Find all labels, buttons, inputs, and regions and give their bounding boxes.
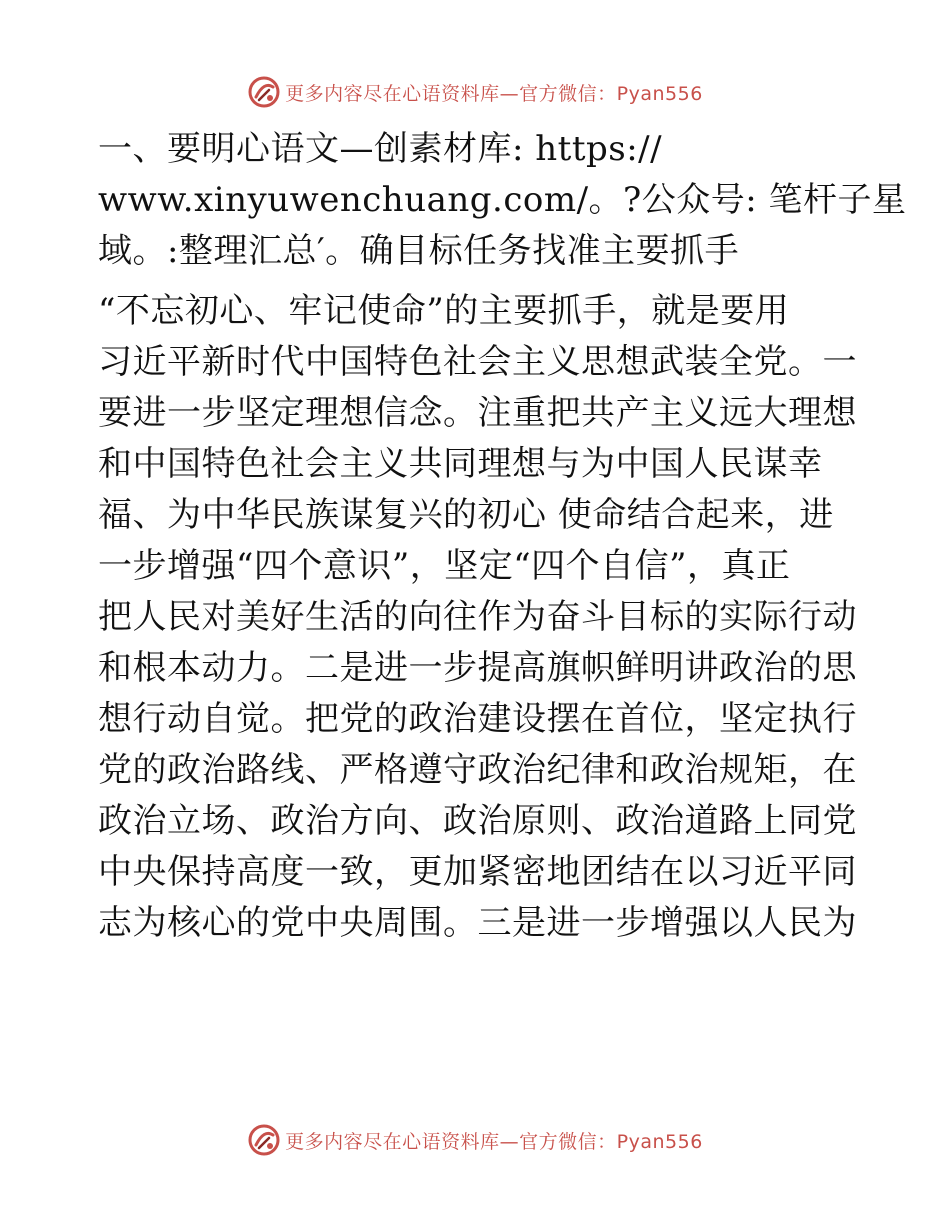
heading-line: www.xinyuwenchuang.com/。?公众号: 笔杆子星 xyxy=(98,180,907,220)
paragraph-line: 一步增强“四个意识”，坚定“四个自信”，真正 xyxy=(98,546,791,586)
paragraph-line: 福、为中华民族谋复兴的初心 使命结合起来，进 xyxy=(98,495,834,535)
paragraph-line: 要进一步坚定理想信念。注重把共产主义远大理想 xyxy=(98,393,857,433)
paragraph-line: 和根本动力。二是进一步提高旗帜鲜明讲政治的思 xyxy=(98,648,857,688)
document-body xyxy=(98,124,907,949)
seal-logo-icon xyxy=(247,1123,281,1157)
paragraph-line: 中央保持高度一致，更加紧密地团结在以习近平同 xyxy=(98,852,857,892)
paragraph-line: 习近平新时代中国特色社会主义思想武装全党。一 xyxy=(98,342,857,382)
paragraph-line: 党的政治路线、严格遵守政治纪律和政治规矩，在 xyxy=(98,750,857,790)
paragraph-line: 和中国特色社会主义共同理想与为中国人民谋幸 xyxy=(98,444,823,484)
banner-text: 更多内容尽在心语资料库—官方微信：Pyan556 xyxy=(285,1130,703,1153)
paragraph-line: 把人民对美好生活的向往作为奋斗目标的实际行动 xyxy=(98,597,857,637)
paragraph-line: “不忘初心、牢记使命”的主要抓手，就是要用 xyxy=(98,291,790,331)
heading-line: 域。:整理汇总′。确目标任务找准主要抓手 xyxy=(98,231,740,271)
heading-line: 一、要明心语文—创素材库: https:// xyxy=(98,129,663,169)
footer-banner xyxy=(0,1120,950,1160)
paragraph-line: 政治立场、政治方向、政治原则、政治道路上同党 xyxy=(98,801,857,841)
banner-text: 更多内容尽在心语资料库—官方微信：Pyan556 xyxy=(285,82,703,105)
seal-logo-icon xyxy=(247,75,281,109)
paragraph-line: 志为核心的党中央周围。三是进一步增强以人民为 xyxy=(98,903,857,943)
header-banner xyxy=(0,72,950,112)
paragraph-line: 想行动自觉。把党的政治建设摆在首位，坚定执行 xyxy=(98,699,857,739)
